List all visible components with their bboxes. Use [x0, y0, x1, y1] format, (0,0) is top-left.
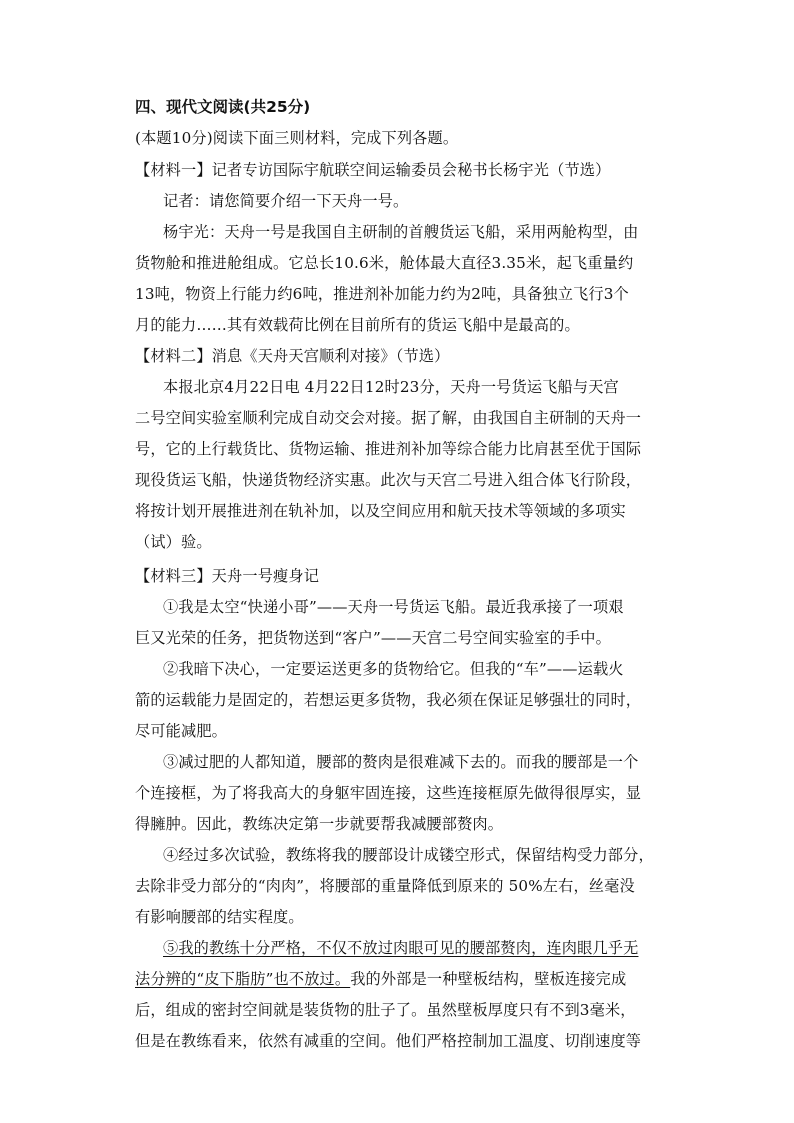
material2-header: 【材料二】消息《天舟天宫顺利对接》（节选） [135, 347, 450, 365]
material3-p2-line: 箭的运载能力是固定的，若想运更多货物，我必须在保证足够强壮的同时， [135, 691, 642, 709]
material3-p4-line: ④经过多次试验，教练将我的腰部设计成镂空形式，保留结构受力部分， [163, 846, 654, 864]
material1-answer-line: 月的能力……其有效载荷比例在目前所有的货运飞船中是最高的。 [135, 316, 580, 334]
material3-p4-line: 有影响腰部的结实程度。 [135, 908, 304, 926]
underlined-sentence: 法分辨的“皮下脂肪”也不放过。 [135, 970, 351, 988]
material3-p5-underlined-line: ⑤我的教练十分严格，不仅不放过肉眼可见的腰部赘肉，连肉眼几乎无 [163, 939, 639, 957]
material3-p2-line: 尽可能减肥。 [135, 722, 228, 740]
material2-line: 现役货运飞船，快递货物经济实惠。此次与天宫二号进入组合体飞行阶段， [135, 471, 642, 489]
material3-p5-line [135, 969, 626, 989]
material3-p3-line: 个连接框，为了将我高大的身躯牢固连接，这些连接框原先做得很厚实，显 [135, 784, 642, 802]
section-title: 四、现代文阅读(共25分) [135, 98, 311, 116]
material3-p2-line: ②我暗下决心，一定要运送更多的货物给它。但我的“车”——运载火 [163, 660, 624, 678]
material1-question: 记者：请您简要介绍一下天舟一号。 [163, 192, 409, 210]
material3-p1-line: ①我是太空“快递小哥”——天舟一号货运飞船。最近我承接了一项艰 [163, 598, 624, 616]
material3-header: 【材料三】天舟一号瘦身记 [135, 567, 320, 585]
material1-answer-line: 杨宇光：天舟一号是我国自主研制的首艘货运飞船，采用两舱构型，由 [163, 223, 639, 241]
material2-line: 本报北京4月22日电 4月22日12时23分，天舟一号货运飞船与天宫 [163, 378, 619, 396]
material1-answer-line: 13吨，物资上行能力约6吨，推进剂补加能力约为2吨，具备独立飞行3个 [135, 285, 629, 303]
material2-line: （试）验。 [135, 533, 212, 551]
material3-p5-line: 后，组成的密封空间就是装货物的肚子了。虽然壁板厚度只有不到3毫米， [135, 1001, 636, 1019]
material3-p5-line: 但是在教练看来，依然有减重的空间。他们严格控制加工温度、切削速度等 [135, 1032, 642, 1050]
material2-line: 号，它的上行载货比、货物运输、推进剂补加等综合能力比肩甚至优于国际 [135, 440, 642, 458]
material1-header: 【材料一】记者专访国际宇航联空间运输委员会秘书长杨宇光（节选） [135, 161, 611, 179]
material3-p4-line: 去除非受力部分的“肉肉”，将腰部的重量降低到原来的 50%左右，丝毫没 [135, 877, 635, 895]
material3-p1-line: 巨又光荣的任务，把货物送到“客户”——天宫二号空间实验室的手中。 [135, 629, 611, 647]
material1-answer-line: 货物舱和推进舱组成。它总长10.6米，舱体最大直径3.35米，起飞重量约 [135, 254, 634, 272]
material3-p5-text: 我的外部是一种壁板结构，壁板连接完成 [350, 970, 627, 988]
material2-line: 二号空间实验室顺利完成自动交会对接。据了解，由我国自主研制的天舟一 [135, 409, 642, 427]
instruction-text: (本题10分)阅读下面三则材料，完成下列各题。 [135, 129, 459, 147]
material2-line: 将按计划开展推进剂在轨补加，以及空间应用和航天技术等领域的多项实 [135, 502, 626, 520]
material3-p3-line: ③减过肥的人都知道，腰部的赘肉是很难减下去的。而我的腰部是一个 [163, 753, 639, 771]
material3-p3-line: 得臃肿。因此，教练决定第一步就要帮我减腰部赘肉。 [135, 815, 504, 833]
